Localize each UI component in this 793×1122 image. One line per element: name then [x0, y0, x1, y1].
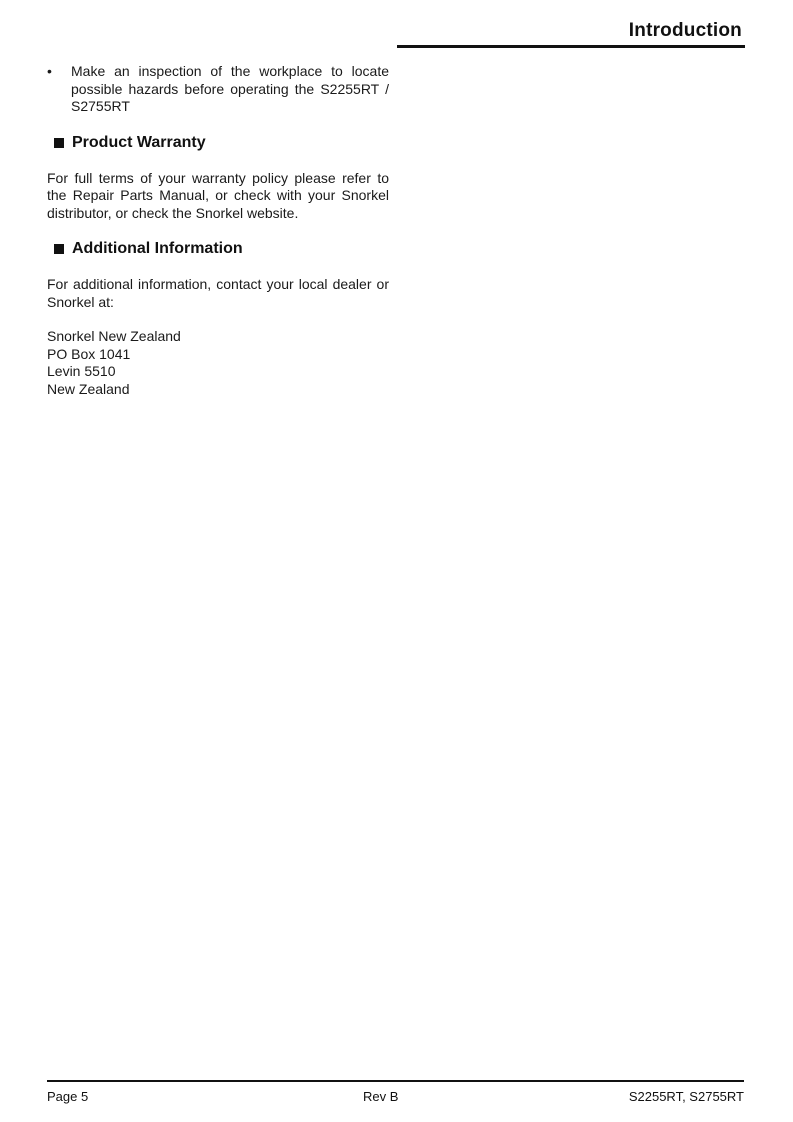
content-column — [47, 63, 389, 398]
address-line: Levin 5510 — [47, 363, 116, 379]
bullet-text: Make an inspection of the workplace to locate possible hazards before operating the S2255RT / S2755RT — [71, 63, 389, 114]
square-bullet-icon — [54, 244, 64, 254]
footer-rule — [47, 1080, 744, 1082]
header-rule — [397, 45, 745, 48]
footer-models: S2255RT, S2755RT — [628, 1089, 744, 1104]
contact-address — [47, 328, 389, 398]
footer-revision: Rev B — [363, 1089, 399, 1104]
additional-paragraph: For additional information, contact your local dealer or Snorkel at: — [47, 276, 389, 310]
page-header-title: Introduction — [628, 20, 742, 41]
warranty-paragraph: For full terms of your warranty policy please refer to the Repair Parts Manual, or check with your Snorkel distributor, or check the Snorkel website. — [47, 169, 389, 221]
address-line: PO Box 1041 — [47, 345, 131, 362]
section-heading-text: Additional Information — [72, 240, 243, 257]
footer-page-number: Page 5 — [47, 1089, 89, 1104]
section-heading-text: Product Warranty — [72, 133, 206, 151]
address-line: Snorkel New Zealand — [47, 328, 181, 344]
section-heading-warranty — [47, 133, 389, 153]
square-bullet-icon — [54, 138, 64, 148]
bullet-dot-icon: • — [47, 63, 52, 79]
bullet-item — [47, 63, 389, 116]
section-heading-additional — [47, 239, 389, 259]
address-line: New Zealand — [47, 380, 130, 397]
